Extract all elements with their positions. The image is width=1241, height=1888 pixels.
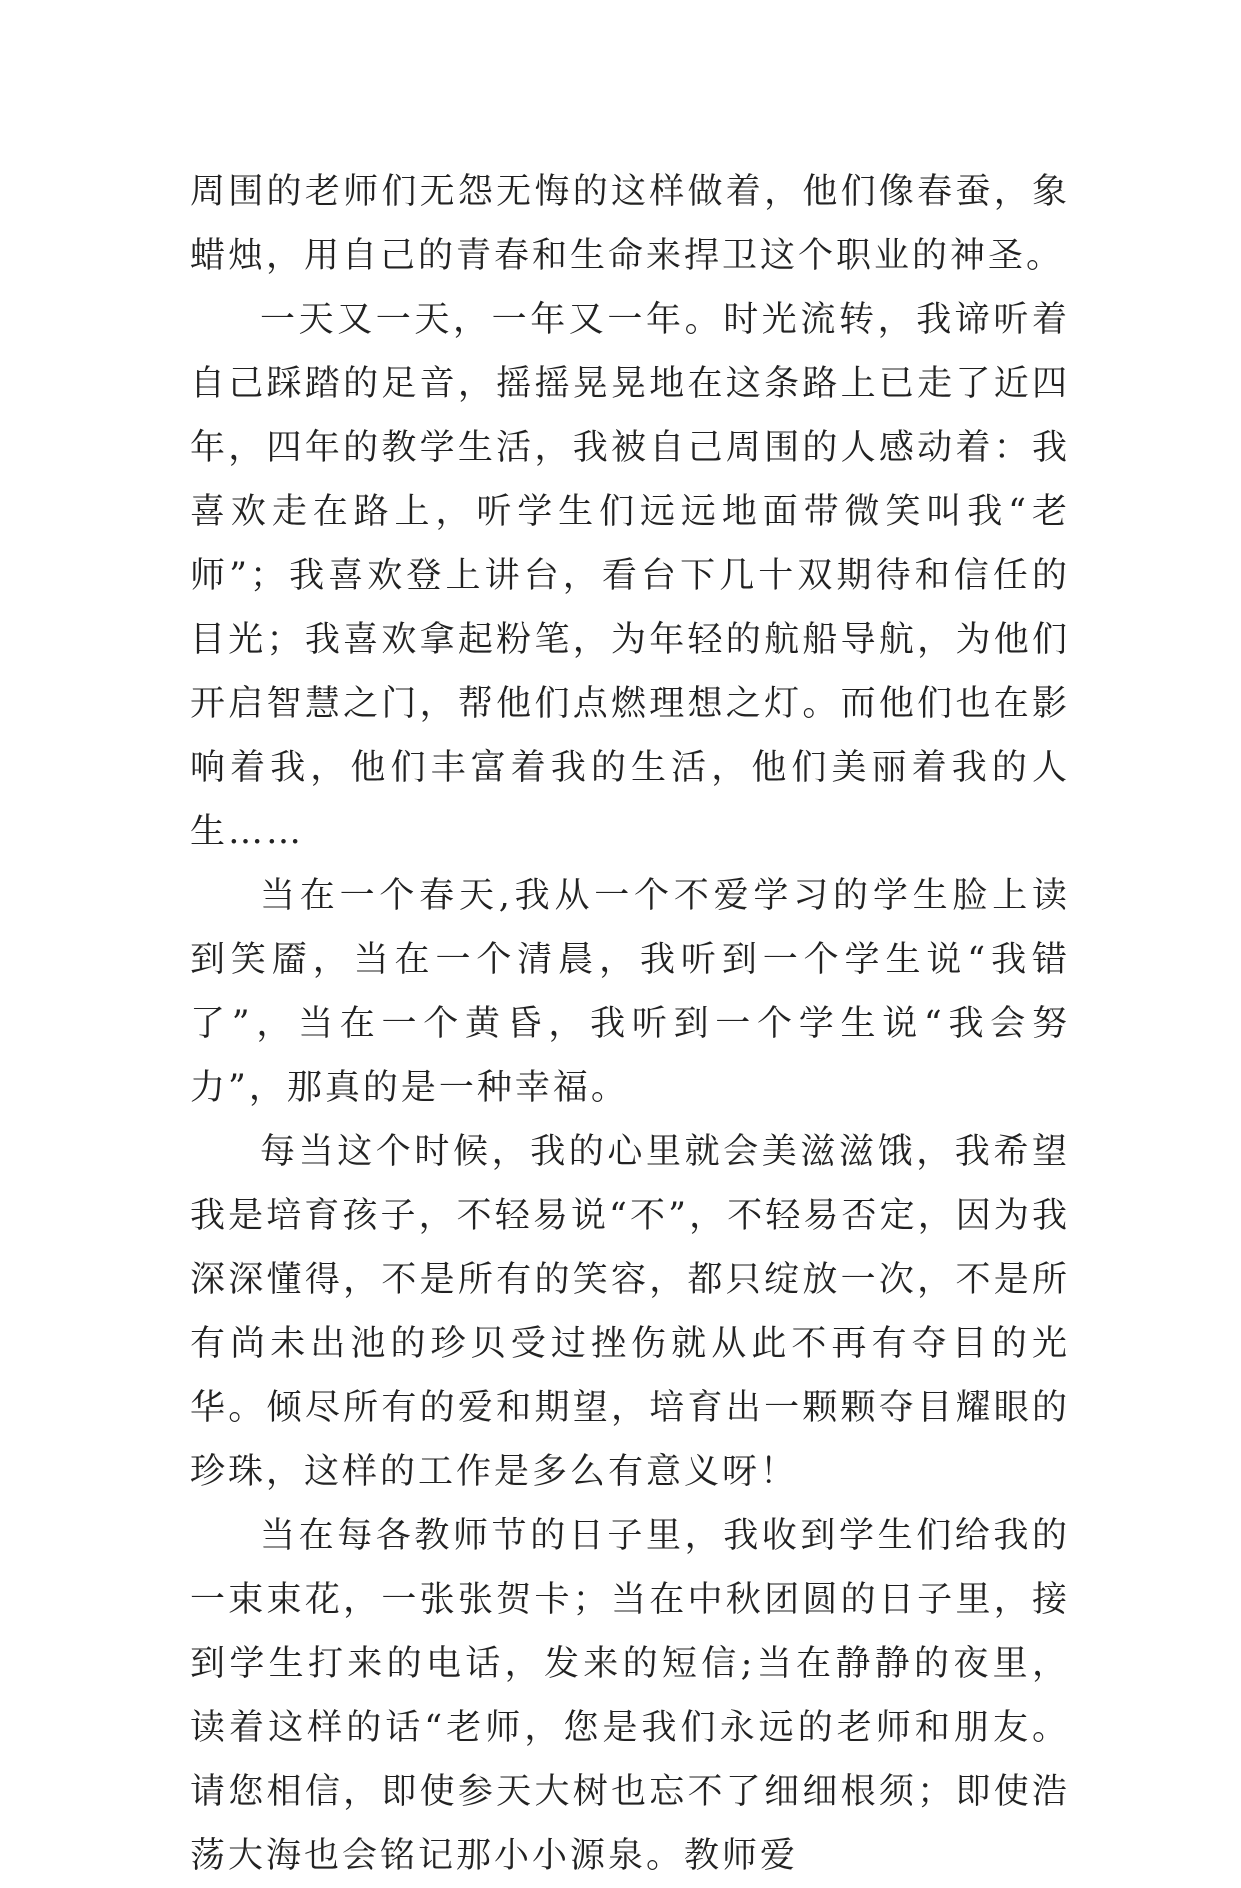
document-body [190,160,1070,1888]
paragraph: 当在一个春天,我从一个不爱学习的学生脸上读到笑靥，当在一个清晨，我听到一个学生说“我错了”，当在一个黄昏，我听到一个学生说“我会努力”，那真的是一种幸福。 [190,876,1070,1108]
paragraph: 周围的老师们无怨无悔的这样做着，他们像春蚕，象蜡烛，用自己的青春和生命来捍卫这个职业的神圣。 [190,172,1070,276]
paragraph: 当在每各教师节的日子里，我收到学生们给我的一束束花，一张张贺卡；当在中秋团圆的日子里，接到学生打来的电话，发来的短信;当在静静的夜里，读着这样的话“老师，您是我们永远的老师和朋友。请您相信，即使参天大树也忘不了细细根须；即使浩荡大海也会铭记那小小源泉。教师爱 [190,1516,1070,1876]
paragraph: 一天又一天，一年又一年。时光流转，我谛听着自己踩踏的足音，摇摇晃晃地在这条路上已走了近四年，四年的教学生活，我被自己周围的人感动着：我喜欢走在路上，听学生们远远地面带微笑叫我“老师”；我喜欢登上讲台，看台下几十双期待和信任的目光；我喜欢拿起粉笔，为年轻的航船导航，为他们开启智慧之门，帮他们点燃理想之灯。而他们也在影响着我，他们丰富着我的生活，他们美丽着我的人生…… [190,300,1070,852]
paragraph: 每当这个时候，我的心里就会美滋滋饿，我希望我是培育孩子，不轻易说“不”，不轻易否定，因为我深深懂得，不是所有的笑容，都只绽放一次，不是所有尚未出池的珍贝受过挫伤就从此不再有夺目的光华。倾尽所有的爱和期望，培育出一颗颗夺目耀眼的珍珠，这样的工作是多么有意义呀！ [190,1132,1070,1492]
